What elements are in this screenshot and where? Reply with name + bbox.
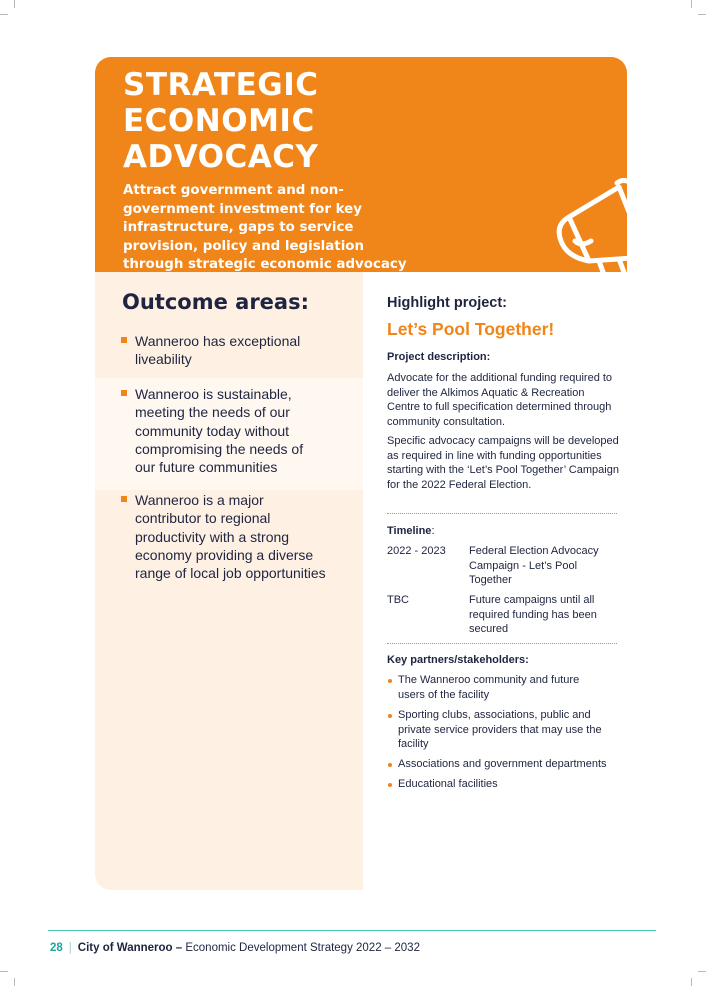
timeline-colon: : [431,525,435,537]
page-footer [50,942,420,954]
title-line: ADVOCACY [123,139,319,175]
partner-item: Associations and government departments [398,758,607,770]
outcome-item: Wanneroo has exceptional liveability [135,333,301,368]
timeline-heading [387,525,435,537]
page-number: 28 [50,942,63,954]
title-line: STRATEGIC [123,67,319,103]
partner-item: Educational facilities [398,778,498,790]
bullet-dot-icon [388,783,392,787]
page-subtitle: Attract government and non-government investment for key infrastructure, gaps to service provision, policy and legislation through strategic economic advocacy [123,183,407,272]
outcome-item: Wanneroo is a major contributor to regional productivity with a strong economy providing a diverse range of local job opportunities [135,492,326,582]
bullet-dot-icon [388,679,392,683]
timeline-description: Future campaigns until all required funding has been secured [469,594,597,636]
bullet-dot-icon [388,763,392,767]
footer-document-title: Economic Development Strategy 2022 – 2032 [182,942,420,954]
timeline-period: TBC [387,594,409,606]
crop-mark [698,971,706,972]
timeline-label: Timeline [387,525,432,537]
footer-organisation: City of Wanneroo – [77,942,183,954]
bullet-square-icon [121,496,127,502]
outcome-item: Wanneroo is sustainable, meeting the needs of our community today without compromising the needs of our future communities [135,386,304,476]
partners-label: Key partners/stakeholders: [387,654,529,666]
project-description-paragraph: Advocate for the additional funding required to deliver the Alkimos Aquatic & Recreation Centre to full specification determined through community consultation. [387,372,613,428]
footer-separator: | [68,942,72,954]
crop-mark [14,0,15,8]
page-title [123,67,318,175]
bullet-dot-icon [388,714,392,718]
outcome-areas-title: Outcome areas: [122,290,309,314]
highlight-label: Highlight project: [387,295,508,311]
crop-mark [14,978,15,986]
crop-mark [0,971,8,972]
project-description-paragraph: Specific advocacy campaigns will be developed as required in line with funding opportunities starting with the ‘Let’s Pool Together’ Campaign for the 2022 Federal Election. [387,435,619,491]
crop-mark [691,0,692,8]
timeline-period: 2022 - 2023 [387,545,446,557]
project-description-label: Project description: [387,351,491,363]
crop-mark [0,14,8,15]
crop-mark [698,14,706,15]
bullet-square-icon [121,337,127,343]
crop-mark [691,978,692,986]
partner-item: Sporting clubs, associations, public and private service providers that may use the facility [398,709,602,751]
highlight-project-title: Let’s Pool Together! [387,319,555,339]
megaphone-icon [549,161,689,291]
title-line: ECONOMIC [123,103,315,139]
dotted-divider [387,643,617,644]
partner-item: The Wanneroo community and future users of the facility [398,674,580,701]
timeline-description: Federal Election Advocacy Campaign - Let’s Pool Together [469,545,599,587]
footer-rule [48,930,656,931]
dotted-divider [387,513,617,514]
outcome-areas-panel [95,272,363,890]
header-banner [95,57,627,272]
bullet-square-icon [121,390,127,396]
